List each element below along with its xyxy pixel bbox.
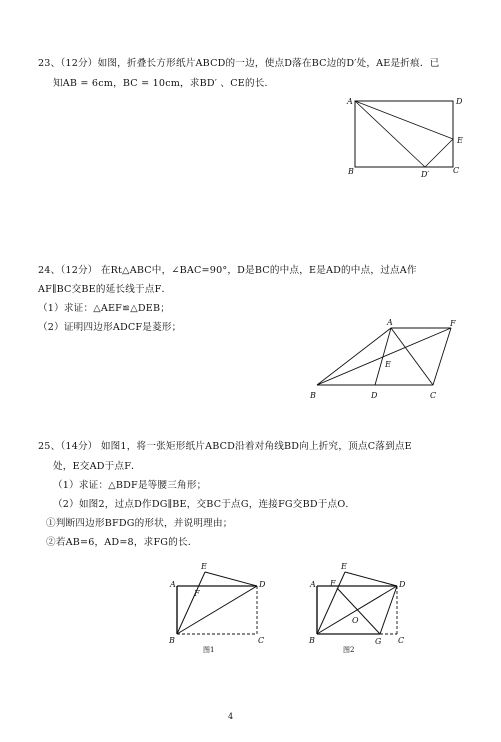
p24-label-e: E: [385, 360, 391, 369]
p25-figure-1: [165, 560, 275, 655]
p23-label-e: E: [457, 136, 463, 145]
fig1-label-d: D: [259, 580, 266, 589]
p23-label-a: A: [347, 97, 353, 106]
p23-label-c: C: [453, 166, 460, 175]
p24-label-b: B: [310, 391, 316, 400]
page-number: 4: [228, 712, 234, 721]
p25-figure-2: [305, 560, 415, 655]
p24-figure: [305, 318, 465, 403]
p24-q1: （1）求证：△AEF≌△DEB；: [38, 303, 170, 314]
fig2-label-c: C: [398, 636, 405, 645]
fig1-label-b: B: [169, 636, 175, 645]
p25-q1: （1）求证：△BDF是等腰三角形；: [53, 480, 207, 491]
fig1-label-c: C: [258, 636, 265, 645]
fig2-label-o: O: [352, 616, 359, 625]
p23-label-d: D: [456, 97, 463, 106]
p23-figure: [340, 92, 470, 182]
fig1-label-f: F: [194, 589, 200, 598]
fig1-label-e: E: [201, 562, 207, 571]
p24-label-d: D: [371, 391, 378, 400]
fig2-label-e: E: [341, 562, 347, 571]
fig1-caption: 图1: [203, 646, 215, 654]
p24-label-a: A: [387, 318, 393, 327]
p23-line1: 23、（12分）如图，折叠长方形纸片ABCD的一边，使点D落在BC边的D′处，AE是折痕．已: [38, 58, 440, 69]
p25-q2b: ②若AB=6，AD=8，求FG的长．: [46, 537, 198, 548]
p24-q2: （2）证明四边形ADCF是菱形；: [38, 322, 182, 333]
p24-line2: AF∥BC交BE的延长线于点F．: [38, 284, 172, 295]
fig2-caption: 图2: [343, 646, 355, 654]
p23-line2: 知AB = 6cm，BC = 10cm，求BD′ 、CE的长．: [53, 78, 275, 89]
p24-label-f: F: [450, 319, 456, 328]
p25-line2: 处，E交AD于点F．: [53, 461, 141, 472]
fig2-label-g: G: [375, 637, 382, 646]
fig2-label-b: B: [309, 636, 315, 645]
p25-line1: 25、（14分） 如图1，将一张矩形纸片ABCD沿着对角线BD向上折究，顶点C落到点E: [38, 441, 412, 452]
fig2-label-a: A: [310, 580, 316, 589]
p23-label-dp: D′: [421, 170, 430, 179]
fig1-label-a: A: [170, 580, 176, 589]
p25-q2: （2）如图2，过点D作DG∥BE，交BC于点G，连接FG交BD于点O．: [53, 499, 356, 510]
fig2-label-f: F: [330, 579, 336, 588]
p23-label-b: B: [348, 167, 354, 176]
p24-line1: 24、（12分） 在Rt△ABC中，∠BAC=90°，D是BC的中点，E是AD的中点，过点A作: [38, 265, 417, 276]
p24-label-c: C: [430, 391, 437, 400]
fig2-label-d: D: [399, 580, 406, 589]
p25-q2a: ①判断四边形BFDG的形状，并说明理由；: [46, 518, 233, 529]
